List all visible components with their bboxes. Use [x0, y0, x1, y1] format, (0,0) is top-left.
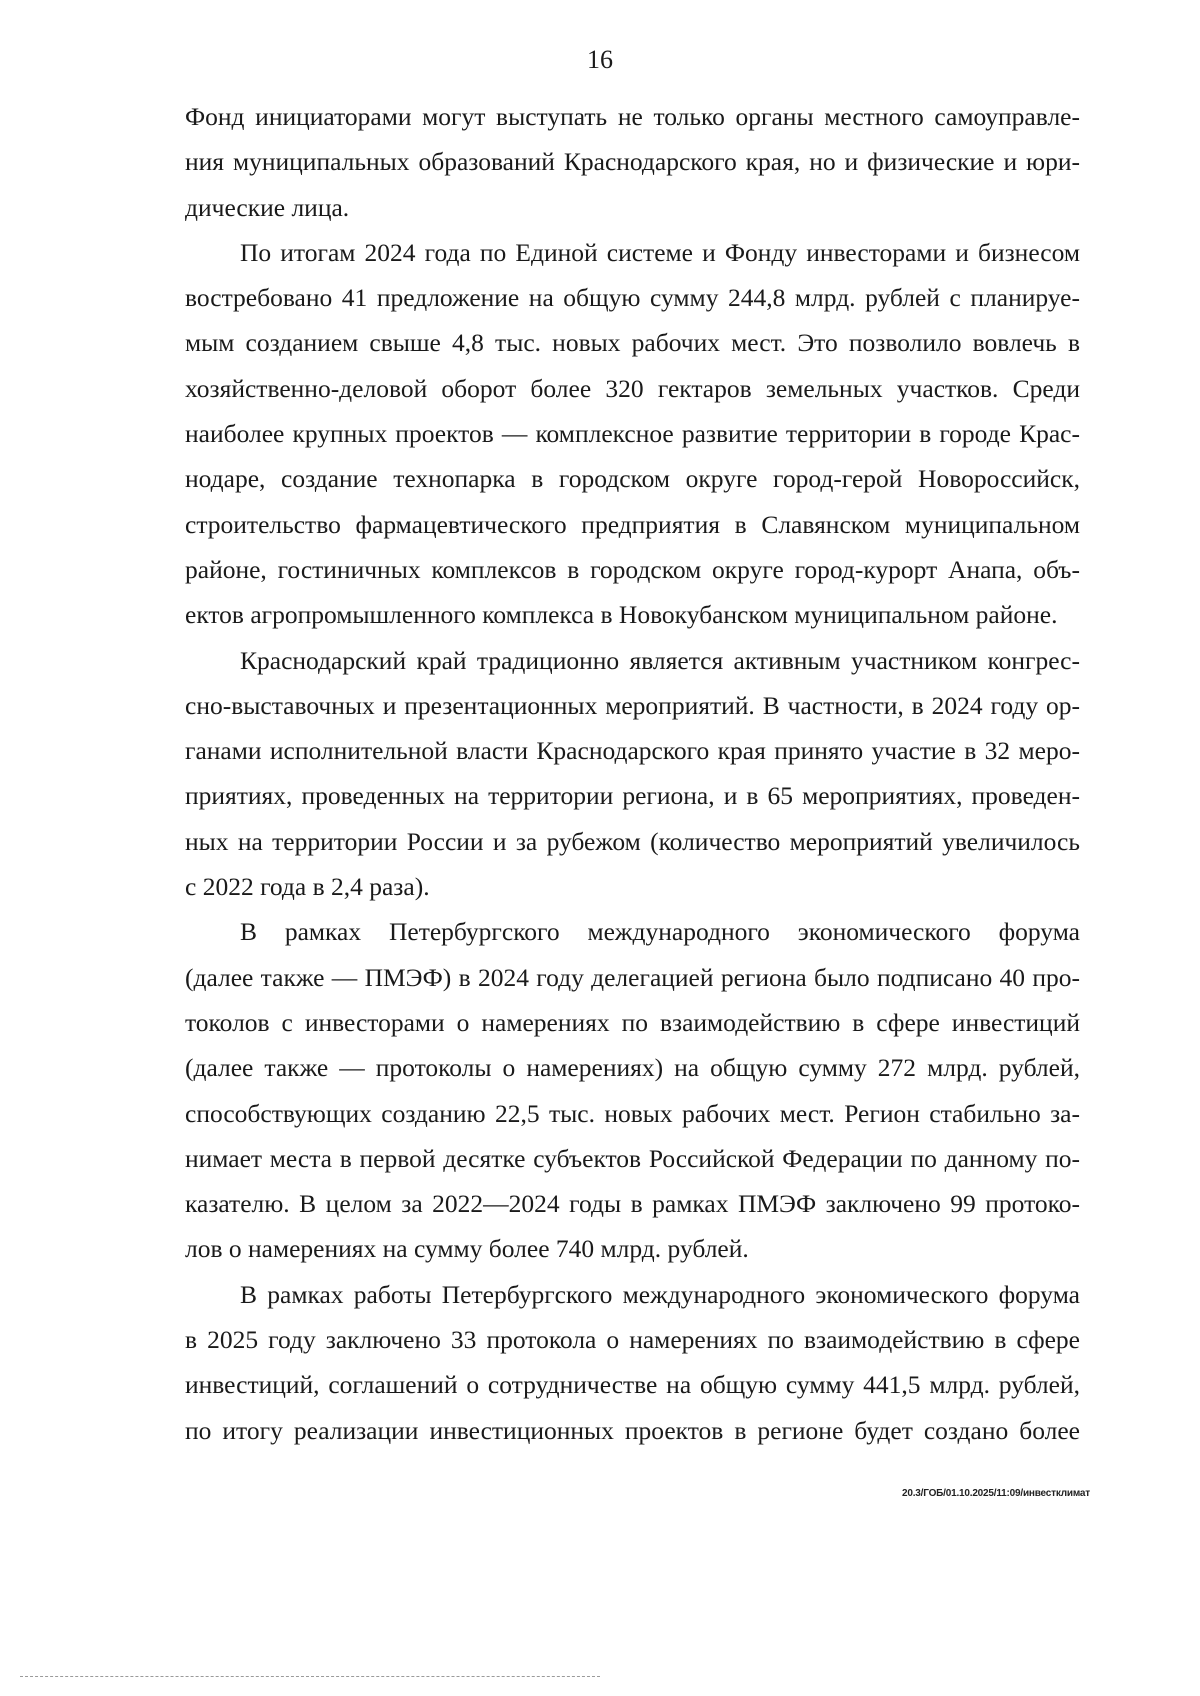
text-line: хозяйственно-деловой оборот более 320 гектаров земельных участков. Среди [185, 373, 1080, 403]
document-code: 20.3/ГОБ/01.10.2025/11:09/инвестклимат [902, 1488, 1090, 1499]
text-line: приятиях, проведенных на территории региона, и в 65 мероприятиях, проведен- [185, 781, 1080, 811]
page-number: 16 [587, 45, 613, 74]
document-body [185, 94, 1080, 1453]
text-line: ния муниципальных образований Краснодарского края, но и физические и юри- [185, 147, 1080, 177]
text-line: сно-выставочных и презентационных мероприятий. В частности, в 2024 году ор- [185, 690, 1080, 720]
text-line: казателю. В целом за 2022—2024 годы в рамках ПМЭФ заключено 99 протоко- [185, 1189, 1080, 1219]
text-line: дические лица. [185, 192, 350, 222]
text-line: В рамках работы Петербургского международного экономического форума [240, 1279, 1080, 1309]
text-line: нодаре, создание технопарка в городском округе город-герой Новороссийск, [185, 464, 1080, 494]
text-line: районе, гостиничных комплексов в городском округе город-курорт Анапа, объ- [185, 554, 1080, 584]
text-line: мым созданием свыше 4,8 тыс. новых рабочих мест. Это позволило вовлечь в [185, 328, 1080, 358]
text-line: токолов с инвесторами о намерениях по взаимодействию в сфере инвестиций [185, 1007, 1080, 1037]
text-line: Краснодарский край традиционно является активным участником конгрес- [240, 645, 1080, 675]
text-line: наиболее крупных проектов — комплексное развитие территории в городе Крас- [185, 419, 1080, 449]
text-line: нимает места в первой десятке субъектов Российской Федерации по данному по- [185, 1143, 1080, 1173]
text-line: востребовано 41 предложение на общую сумму 244,8 млрд. рублей с планируе- [185, 283, 1080, 313]
text-line: лов о намерениях на сумму более 740 млрд. рублей. [185, 1234, 749, 1264]
text-line: Фонд инициаторами могут выступать не только органы местного самоуправле- [185, 102, 1080, 131]
scan-edge-line [20, 1676, 600, 1677]
text-line: ганами исполнительной власти Краснодарского края принято участие в 32 меро- [185, 736, 1080, 766]
text-line: с 2022 года в 2,4 раза). [185, 872, 430, 902]
text-line: По итогам 2024 года по Единой системе и Фонду инвесторами и бизнесом [240, 237, 1080, 267]
text-line: строительство фармацевтического предприятия в Славянском муниципальном [185, 509, 1080, 539]
text-line: способствующих созданию 22,5 тыс. новых рабочих мест. Регион стабильно за- [185, 1098, 1080, 1128]
text-line: В рамках Петербургского международного экономического форума [240, 917, 1080, 947]
text-line: (далее также — ПМЭФ) в 2024 году делегацией региона было подписано 40 про- [185, 962, 1080, 992]
text-line: ных на территории России и за рубежом (количество мероприятий увеличилось [185, 826, 1080, 856]
text-line: ектов агропромышленного комплекса в Новокубанском муниципальном районе. [185, 600, 1058, 630]
text-line: инвестиций, соглашений о сотрудничестве на общую сумму 441,5 млрд. рублей, [185, 1370, 1080, 1400]
text-line: по итогу реализации инвестиционных проектов в регионе будет создано более [185, 1415, 1080, 1445]
text-line: (далее также — протоколы о намерениях) на общую сумму 272 млрд. рублей, [185, 1053, 1080, 1083]
text-line: в 2025 году заключено 33 протокола о намерениях по взаимодействию в сфере [185, 1325, 1080, 1355]
